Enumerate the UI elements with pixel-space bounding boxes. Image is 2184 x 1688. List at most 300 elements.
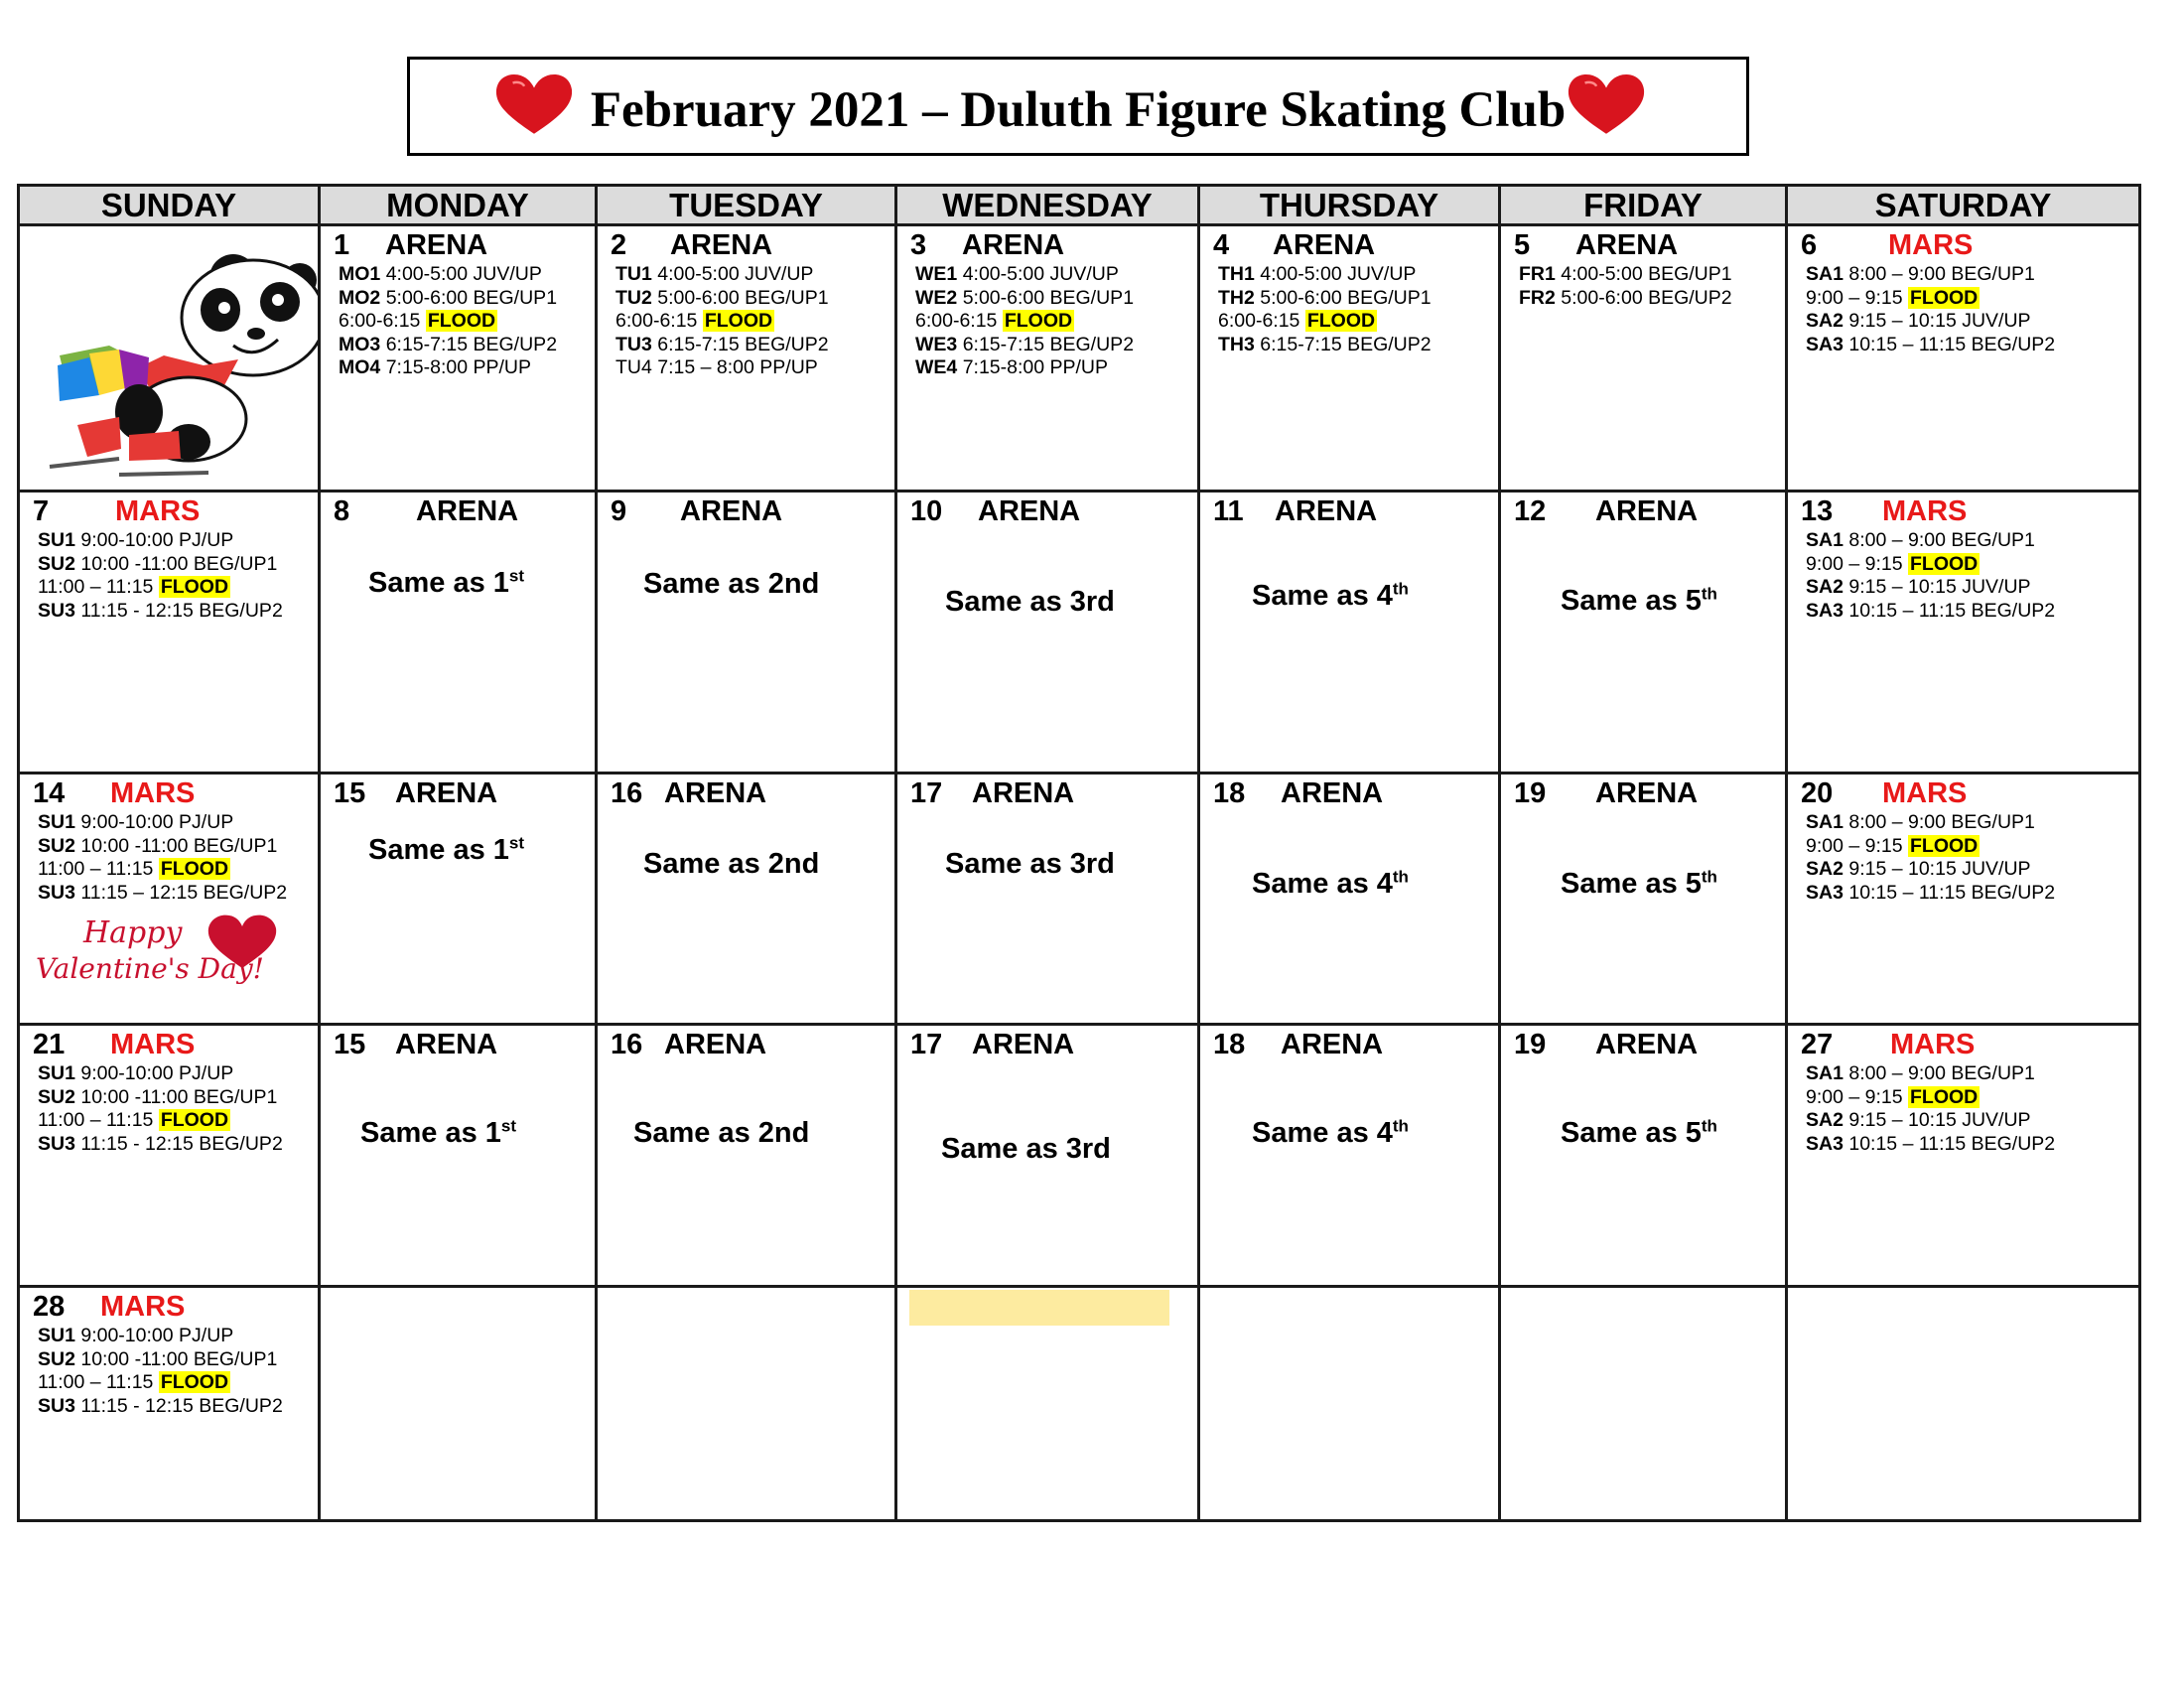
session-line xyxy=(38,576,314,600)
session-list xyxy=(38,1325,314,1418)
session-code: SA1 xyxy=(1806,811,1843,833)
session-code: SU3 xyxy=(38,1132,75,1155)
session-code: FR2 xyxy=(1519,286,1556,309)
session-line xyxy=(38,858,314,882)
session-code: TH2 xyxy=(1218,286,1255,309)
session-list xyxy=(1806,529,2134,623)
day-cell xyxy=(597,492,896,774)
day-number: 6 xyxy=(1801,229,1818,261)
session-code: SA2 xyxy=(1806,1109,1843,1131)
day-header xyxy=(1514,229,1679,261)
session-line xyxy=(1806,1133,2134,1157)
session-code: SA1 xyxy=(1806,263,1843,285)
session-time: 9:15 – 10:15 JUV/UP xyxy=(1848,310,2031,332)
location-arena: ARENA xyxy=(664,1029,767,1060)
day-number: 15 xyxy=(334,777,366,809)
session-time: 10:15 – 11:15 BEG/UP2 xyxy=(1848,599,2056,622)
day-cell xyxy=(896,225,1199,492)
day-number: 18 xyxy=(1213,777,1246,809)
day-number: 19 xyxy=(1514,777,1547,809)
location-mars: MARS xyxy=(1890,1029,1976,1060)
session-code: TH3 xyxy=(1218,333,1255,355)
day-number: 2 xyxy=(611,229,627,261)
day-number: 16 xyxy=(611,1029,643,1060)
session-line xyxy=(1806,334,2134,357)
location-arena: ARENA xyxy=(1575,229,1679,261)
same-as-note xyxy=(368,567,524,600)
day-cell xyxy=(320,1025,597,1287)
session-line xyxy=(1806,1062,2134,1086)
session-time: 6:15-7:15 BEG/UP2 xyxy=(385,333,558,355)
session-line xyxy=(1806,287,2134,311)
same-as-note xyxy=(945,848,1115,881)
session-list xyxy=(38,1062,314,1156)
session-line xyxy=(38,1086,314,1110)
same-as-note xyxy=(360,1117,516,1150)
session-code: SA2 xyxy=(1806,858,1843,880)
same-as-text: Same as 4 xyxy=(1252,580,1393,612)
session-code: TH1 xyxy=(1218,263,1255,285)
session-time: 7:15-8:00 PP/UP xyxy=(962,356,1109,378)
ordinal-suffix: st xyxy=(500,1116,517,1136)
session-time: 10:00 -11:00 BEG/UP1 xyxy=(80,834,278,857)
session-code: WE3 xyxy=(915,333,958,355)
location-mars: MARS xyxy=(1888,229,1974,261)
day-cell-empty xyxy=(19,225,320,492)
session-time: 7:15-8:00 PP/UP xyxy=(385,356,532,378)
same-as-note xyxy=(1561,1117,1717,1150)
week-row xyxy=(19,225,2140,492)
location-arena: ARENA xyxy=(1595,1029,1699,1060)
day-cell xyxy=(1787,774,2140,1025)
calendar-grid xyxy=(17,184,2141,1522)
day-header xyxy=(611,777,767,809)
weekday-thursday: THURSDAY xyxy=(1199,186,1500,225)
session-list xyxy=(1806,263,2134,356)
session-list xyxy=(1806,1062,2134,1156)
ordinal-suffix: th xyxy=(1392,579,1409,599)
session-time: 8:00 – 9:00 BEG/UP1 xyxy=(1848,811,2035,833)
session-time: 10:00 -11:00 BEG/UP1 xyxy=(80,1085,278,1108)
day-number: 1 xyxy=(334,229,350,261)
session-code: SA2 xyxy=(1806,310,1843,332)
location-arena: ARENA xyxy=(670,229,773,261)
valentine-line-1: Happy xyxy=(83,915,183,950)
same-as-note xyxy=(1252,1117,1409,1150)
same-as-text: Same as 1 xyxy=(368,834,509,866)
flood-badge: FLOOD xyxy=(1004,310,1073,332)
location-arena: ARENA xyxy=(972,777,1075,809)
session-time: 6:00-6:15 xyxy=(615,310,698,332)
location-arena: ARENA xyxy=(978,495,1081,527)
session-line xyxy=(615,263,890,287)
session-list xyxy=(339,263,591,380)
session-time: 11:15 – 12:15 BEG/UP2 xyxy=(80,881,288,904)
flood-badge: FLOOD xyxy=(1910,834,1979,857)
same-as-note xyxy=(1252,868,1409,901)
day-cell xyxy=(1199,774,1500,1025)
session-time: 6:15-7:15 BEG/UP2 xyxy=(657,333,829,355)
session-time: 5:00-6:00 BEG/UP2 xyxy=(1561,286,1732,309)
day-header xyxy=(910,777,1075,809)
flood-badge: FLOOD xyxy=(160,576,229,598)
day-number: 14 xyxy=(33,777,66,809)
location-arena: ARENA xyxy=(664,777,767,809)
day-header xyxy=(611,495,783,527)
session-time: 9:00 – 9:15 xyxy=(1806,552,1903,575)
session-line xyxy=(1806,835,2134,859)
day-header xyxy=(1514,1029,1699,1060)
day-header xyxy=(1801,1029,1976,1060)
flood-badge: FLOOD xyxy=(1910,1085,1979,1108)
session-time: 6:00-6:15 xyxy=(339,310,421,332)
flood-badge: FLOOD xyxy=(1910,286,1979,309)
day-cell xyxy=(19,1287,320,1521)
session-line xyxy=(915,263,1193,287)
flood-badge: FLOOD xyxy=(160,858,229,880)
day-cell xyxy=(1787,225,2140,492)
session-line xyxy=(1806,811,2134,835)
session-time: 6:15-7:15 BEG/UP2 xyxy=(1260,333,1432,355)
same-as-note xyxy=(945,586,1115,619)
same-as-note xyxy=(1252,580,1409,613)
session-code: SA2 xyxy=(1806,576,1843,598)
day-cell xyxy=(597,225,896,492)
day-number: 19 xyxy=(1514,1029,1547,1060)
day-cell xyxy=(19,492,320,774)
day-cell-empty xyxy=(1787,1287,2140,1521)
same-as-text: Same as 5 xyxy=(1561,585,1702,617)
weekday-wednesday: WEDNESDAY xyxy=(896,186,1199,225)
glitter-heart-icon xyxy=(1562,71,1651,137)
same-as-note xyxy=(368,834,524,867)
day-cell xyxy=(597,774,896,1025)
session-line xyxy=(1218,310,1494,334)
session-time: 9:00 – 9:15 xyxy=(1806,286,1903,309)
day-header xyxy=(1213,495,1378,527)
session-line xyxy=(1806,553,2134,577)
weekday-friday: FRIDAY xyxy=(1500,186,1787,225)
day-header xyxy=(1801,229,1974,261)
session-time: 10:15 – 11:15 BEG/UP2 xyxy=(1848,333,2056,355)
session-time: 8:00 – 9:00 BEG/UP1 xyxy=(1848,263,2035,285)
day-number: 17 xyxy=(910,1029,943,1060)
session-code: SU2 xyxy=(38,834,75,857)
day-header xyxy=(33,1029,196,1060)
session-code: SU2 xyxy=(38,1347,75,1370)
same-as-text: Same as 2nd xyxy=(643,848,820,880)
ordinal-suffix: st xyxy=(508,566,525,586)
ordinal-suffix: th xyxy=(1701,1116,1717,1136)
day-header xyxy=(1801,777,1968,809)
flood-badge: FLOOD xyxy=(1306,310,1376,332)
session-time: 9:15 – 10:15 JUV/UP xyxy=(1848,1109,2031,1131)
day-number: 27 xyxy=(1801,1029,1834,1060)
location-arena: ARENA xyxy=(1595,495,1699,527)
page-title: February 2021 – Duluth Figure Skating Club xyxy=(590,82,1567,138)
day-number: 20 xyxy=(1801,777,1834,809)
session-code: SU3 xyxy=(38,881,75,904)
location-mars: MARS xyxy=(110,1029,196,1060)
session-code: SA3 xyxy=(1806,881,1843,904)
session-list xyxy=(915,263,1193,380)
session-time: 10:00 -11:00 BEG/UP1 xyxy=(80,1347,278,1370)
session-code: SU2 xyxy=(38,552,75,575)
day-cell xyxy=(1500,492,1787,774)
day-number: 4 xyxy=(1213,229,1230,261)
day-header xyxy=(611,229,773,261)
session-time: 11:00 – 11:15 xyxy=(38,576,154,598)
same-as-text: Same as 4 xyxy=(1252,1117,1393,1149)
location-arena: ARENA xyxy=(395,1029,498,1060)
session-code: WE4 xyxy=(915,356,958,378)
session-time: 11:00 – 11:15 xyxy=(38,1109,154,1131)
flood-badge: FLOOD xyxy=(1910,552,1979,575)
location-mars: MARS xyxy=(110,777,196,809)
session-line xyxy=(915,310,1193,334)
week-row xyxy=(19,774,2140,1025)
session-list xyxy=(1806,811,2134,905)
session-code: SA1 xyxy=(1806,1062,1843,1084)
session-time: 4:00-5:00 JUV/UP xyxy=(1260,263,1417,285)
session-line xyxy=(38,835,314,859)
session-line xyxy=(38,1133,314,1157)
day-number: 7 xyxy=(33,495,50,527)
highlight-bar xyxy=(909,1290,1169,1326)
session-line xyxy=(1519,287,1781,311)
session-list xyxy=(38,811,314,905)
day-cell-empty xyxy=(597,1287,896,1521)
ordinal-suffix: th xyxy=(1392,867,1409,887)
flood-badge: FLOOD xyxy=(704,310,773,332)
day-number: 13 xyxy=(1801,495,1834,527)
day-cell xyxy=(896,492,1199,774)
same-as-note xyxy=(643,568,819,601)
location-arena: ARENA xyxy=(1273,229,1376,261)
location-arena: ARENA xyxy=(385,229,488,261)
session-line xyxy=(339,356,591,380)
location-arena: ARENA xyxy=(972,1029,1075,1060)
flood-badge: FLOOD xyxy=(427,310,496,332)
week-row xyxy=(19,492,2140,774)
same-as-text: Same as 3rd xyxy=(941,1133,1111,1165)
day-header xyxy=(334,1029,498,1060)
session-line xyxy=(1806,882,2134,906)
session-code: MO3 xyxy=(339,333,381,355)
session-line xyxy=(915,356,1193,380)
session-time: 4:00-5:00 BEG/UP1 xyxy=(1561,263,1732,285)
same-as-text: Same as 1 xyxy=(368,567,509,599)
day-cell xyxy=(1199,1025,1500,1287)
flood-badge: FLOOD xyxy=(160,1371,229,1393)
location-arena: ARENA xyxy=(962,229,1065,261)
day-cell-empty xyxy=(896,1287,1199,1521)
session-line xyxy=(615,356,890,380)
day-header xyxy=(33,1291,186,1323)
session-code: SU1 xyxy=(38,811,75,833)
session-line xyxy=(1806,600,2134,624)
day-cell xyxy=(896,774,1199,1025)
session-line xyxy=(1806,1109,2134,1133)
day-header xyxy=(611,1029,767,1060)
session-line xyxy=(38,1109,314,1133)
same-as-text: Same as 2nd xyxy=(643,568,820,600)
day-header xyxy=(910,495,1081,527)
valentine-line-2: Valentine's Day! xyxy=(36,952,264,985)
day-cell xyxy=(320,225,597,492)
session-line xyxy=(615,334,890,357)
day-cell-empty xyxy=(1199,1287,1500,1521)
session-line xyxy=(615,310,890,334)
same-as-text: Same as 3rd xyxy=(945,848,1115,880)
day-header xyxy=(33,495,201,527)
week-row xyxy=(19,1025,2140,1287)
day-cell-empty xyxy=(320,1287,597,1521)
session-time: 4:00-5:00 JUV/UP xyxy=(385,263,542,285)
day-number: 12 xyxy=(1514,495,1547,527)
session-time: 9:00 – 9:15 xyxy=(1806,834,1903,857)
weekday-saturday: SATURDAY xyxy=(1787,186,2140,225)
session-list xyxy=(615,263,890,380)
session-line xyxy=(615,287,890,311)
session-line xyxy=(339,334,591,357)
ordinal-suffix: th xyxy=(1701,584,1717,604)
session-time: 9:00-10:00 PJ/UP xyxy=(80,811,234,833)
day-header xyxy=(1213,229,1376,261)
same-as-text: Same as 2nd xyxy=(633,1117,810,1149)
same-as-note xyxy=(941,1133,1111,1166)
day-number: 8 xyxy=(334,495,350,527)
session-line xyxy=(1806,1086,2134,1110)
session-time: 9:00-10:00 PJ/UP xyxy=(80,529,234,551)
day-cell xyxy=(896,1025,1199,1287)
session-time: 5:00-6:00 BEG/UP1 xyxy=(962,286,1135,309)
session-time: 9:00-10:00 PJ/UP xyxy=(80,1062,234,1084)
session-code: MO4 xyxy=(339,356,381,378)
day-cell xyxy=(19,774,320,1025)
session-time: TU4 7:15 – 8:00 PP/UP xyxy=(615,356,818,378)
session-line xyxy=(1218,287,1494,311)
week-row xyxy=(19,1287,2140,1521)
session-time: 6:00-6:15 xyxy=(915,310,998,332)
same-as-note xyxy=(1561,585,1717,618)
weekday-monday: MONDAY xyxy=(320,186,597,225)
same-as-note xyxy=(643,848,819,881)
location-arena: ARENA xyxy=(1595,777,1699,809)
session-line xyxy=(915,287,1193,311)
day-number: 17 xyxy=(910,777,943,809)
session-line xyxy=(38,1325,314,1348)
day-cell xyxy=(320,492,597,774)
session-line xyxy=(38,600,314,624)
session-line xyxy=(1806,263,2134,287)
weekday-tuesday: TUESDAY xyxy=(597,186,896,225)
session-line xyxy=(38,1348,314,1372)
same-as-note xyxy=(633,1117,809,1150)
day-number: 16 xyxy=(611,777,643,809)
day-number: 18 xyxy=(1213,1029,1246,1060)
session-code: FR1 xyxy=(1519,263,1556,285)
day-cell xyxy=(1787,492,2140,774)
location-mars: MARS xyxy=(115,495,201,527)
flood-badge: FLOOD xyxy=(160,1109,229,1131)
session-line xyxy=(1806,529,2134,553)
same-as-text: Same as 5 xyxy=(1561,1117,1702,1149)
session-time: 11:15 - 12:15 BEG/UP2 xyxy=(80,1394,283,1417)
location-arena: ARENA xyxy=(416,495,519,527)
day-cell xyxy=(1199,225,1500,492)
day-header xyxy=(33,777,196,809)
day-header xyxy=(1213,777,1384,809)
location-mars: MARS xyxy=(1882,495,1968,527)
location-mars: MARS xyxy=(1882,777,1968,809)
ordinal-suffix: st xyxy=(508,833,525,853)
location-mars: MARS xyxy=(100,1291,186,1323)
session-time: 4:00-5:00 JUV/UP xyxy=(962,263,1119,285)
session-time: 11:00 – 11:15 xyxy=(38,1371,154,1393)
session-code: TU2 xyxy=(615,286,652,309)
session-code: SA3 xyxy=(1806,599,1843,622)
location-arena: ARENA xyxy=(395,777,498,809)
same-as-note xyxy=(1561,868,1717,901)
session-line xyxy=(1806,576,2134,600)
same-as-text: Same as 5 xyxy=(1561,868,1702,900)
session-code: MO2 xyxy=(339,286,381,309)
session-time: 6:15-7:15 BEG/UP2 xyxy=(962,333,1135,355)
session-time: 4:00-5:00 JUV/UP xyxy=(657,263,814,285)
day-cell xyxy=(19,1025,320,1287)
session-code: SA1 xyxy=(1806,529,1843,551)
day-header xyxy=(910,1029,1075,1060)
session-code: SU1 xyxy=(38,1062,75,1084)
session-code: SA3 xyxy=(1806,1132,1843,1155)
title-box xyxy=(407,57,1749,156)
day-number: 21 xyxy=(33,1029,66,1060)
session-line xyxy=(1218,263,1494,287)
day-cell xyxy=(1787,1025,2140,1287)
ordinal-suffix: th xyxy=(1392,1116,1409,1136)
day-number: 15 xyxy=(334,1029,366,1060)
session-list xyxy=(1218,263,1494,356)
session-line xyxy=(38,1062,314,1086)
session-time: 11:15 - 12:15 BEG/UP2 xyxy=(80,1132,283,1155)
session-time: 9:15 – 10:15 JUV/UP xyxy=(1848,576,2031,598)
day-cell xyxy=(1199,492,1500,774)
session-time: 9:00-10:00 PJ/UP xyxy=(80,1325,234,1346)
day-header xyxy=(1514,777,1699,809)
session-list xyxy=(1519,263,1781,310)
session-code: SA3 xyxy=(1806,333,1843,355)
session-line xyxy=(1806,858,2134,882)
session-time: 5:00-6:00 BEG/UP1 xyxy=(657,286,829,309)
session-list xyxy=(38,529,314,623)
day-cell xyxy=(597,1025,896,1287)
same-as-text: Same as 3rd xyxy=(945,586,1115,618)
session-time: 10:00 -11:00 BEG/UP1 xyxy=(80,552,278,575)
session-line xyxy=(1806,310,2134,334)
location-arena: ARENA xyxy=(1275,495,1378,527)
session-line xyxy=(38,811,314,835)
session-time: 9:00 – 9:15 xyxy=(1806,1085,1903,1108)
session-line xyxy=(339,310,591,334)
session-time: 5:00-6:00 BEG/UP1 xyxy=(1260,286,1432,309)
session-code: SU1 xyxy=(38,529,75,551)
session-code: MO1 xyxy=(339,263,381,285)
session-code: TU1 xyxy=(615,263,652,285)
session-time: 10:15 – 11:15 BEG/UP2 xyxy=(1848,881,2056,904)
session-time: 9:15 – 10:15 JUV/UP xyxy=(1848,858,2031,880)
ordinal-suffix: th xyxy=(1701,867,1717,887)
